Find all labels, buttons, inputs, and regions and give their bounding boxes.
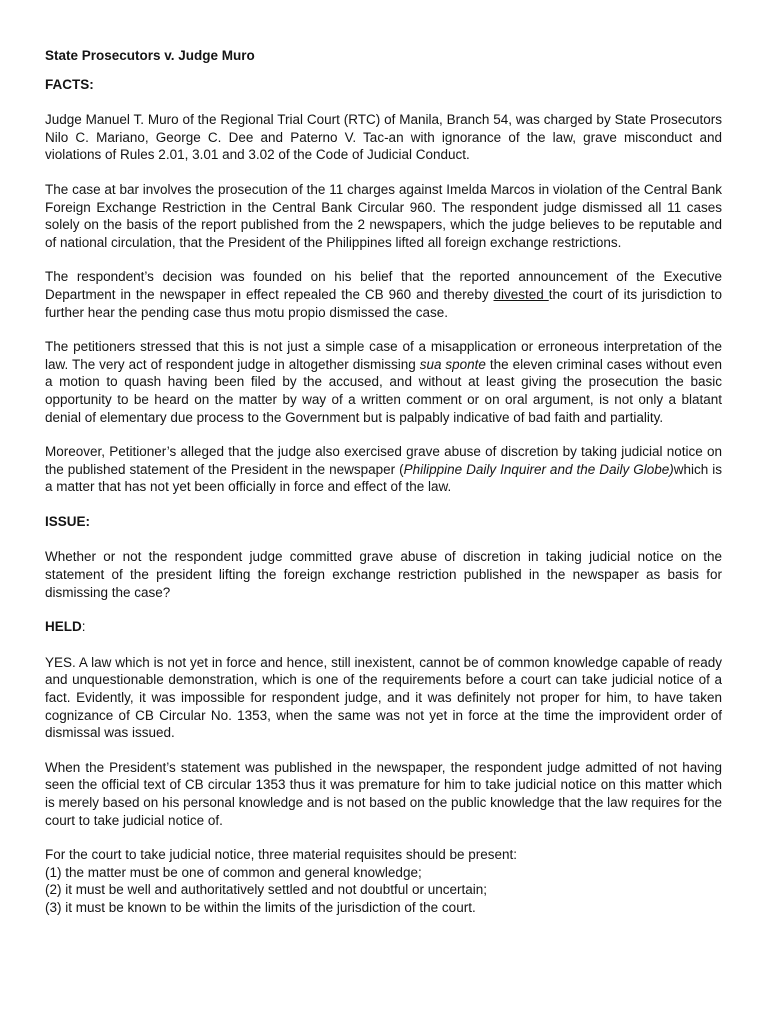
facts-paragraph-5-end: which is a matter that has not yet been officially in force and effect of the law. <box>45 461 722 495</box>
requisites-block <box>45 846 722 916</box>
facts-paragraph-4-end: the eleven criminal cases without even a motion to quash having been filed by the accused, and without at least giving the prosecution the basic opportunity to be heard on the matter by way of a written comment or on oral argument, is not only a blatant denial of elementary due process to the Government but is palpably indicative of bad faith and partiality. <box>45 356 722 425</box>
list-item: (2) it must be well and authoritatively settled and not doubtful or uncertain; <box>45 882 487 898</box>
list-item: (3) it must be known to be within the limits of the jurisdiction of the court. <box>45 899 476 915</box>
held-paragraph-2: When the President’s statement was published in the newspaper, the respondent judge admitted of not having seen the official text of CB circular 1353 thus it was premature for him to take judicial notice on this matter which is merely based on his personal knowledge and is not based on the public knowledge that the law requires for the court to take judicial notice of. <box>45 759 722 828</box>
facts-paragraph-3 <box>45 268 722 321</box>
held-heading-colon: : <box>81 619 86 635</box>
held-paragraph-1: YES. A law which is not yet in force and hence, still inexistent, cannot be of common knowledge capable of ready and unquestionable demonstration, which is one of the requirements before a court can take judicial notice of a fact. Evidently, it was impossible for respondent judge, and it was definitely not proper for him, to have taken cognizance of CB Circular No. 1353, when the same was not yet in force at the time the improvident order of dismissal was issued. <box>45 654 722 741</box>
divested-underlined-text: divested <box>493 286 549 302</box>
requisites-list <box>45 864 722 917</box>
facts-paragraph-1: Judge Manuel T. Muro of the Regional Trial Court (RTC) of Manila, Branch 54, was charged by State Prosecutors Nilo C. Mariano, George C. Dee and Paterno V. Tac-an with ignorance of the law, grave misconduct and violations of Rules 2.01, 3.01 and 3.02 of the Code of Judicial Conduct. <box>45 112 722 163</box>
facts-paragraph-3-start: The respondent’s decision was founded on his belief that the reported announcement of the Executive Department in the newspaper in effect repealed the CB 960 and thereby <box>45 269 722 302</box>
list-item: (1) the matter must be one of common and general knowledge; <box>45 864 422 880</box>
facts-paragraph-5-start: Moreover, Petitioner’s alleged that the judge also exercised grave abuse of discretion by taking judicial notice on the published statement of the President in the newspaper ( <box>45 444 722 477</box>
held-heading-label: HELD <box>45 619 82 635</box>
issue-heading: ISSUE: <box>45 513 91 529</box>
document-page <box>45 47 722 917</box>
facts-paragraph-5 <box>45 443 722 496</box>
facts-heading: FACTS: <box>45 76 94 92</box>
sua-sponte-italic-text: sua sponte <box>419 356 486 372</box>
requisites-intro: For the court to take judicial notice, three material requisites should be present: <box>45 847 517 863</box>
facts-paragraph-3-end: the court of its jurisdiction to further hear the pending case thus motu propio dismissed the case. <box>45 286 722 320</box>
held-heading <box>45 618 722 636</box>
document-title: State Prosecutors v. Judge Muro <box>45 48 255 63</box>
newspaper-names-italic-text: Philippine Daily Inquirer and the Daily Globe) <box>403 461 674 477</box>
issue-paragraph: Whether or not the respondent judge committed grave abuse of discretion in taking judicial notice on the statement of the president lifting the foreign exchange restriction published in the newspaper as basis for dismissing the case? <box>45 549 722 600</box>
facts-paragraph-2: The case at bar involves the prosecution of the 11 charges against Imelda Marcos in violation of the Central Bank Foreign Exchange Restriction in the Central Bank Circular 960. The respondent judge dismissed all 11 cases solely on the basis of the report published from the 2 newspapers, which the judge believes to be reputable and of national circulation, that the President of the Philippines lifted all foreign exchange restrictions. <box>45 181 722 250</box>
facts-paragraph-4-start: The petitioners stressed that this is not just a simple case of a misapplication or erroneous interpretation of the law. The very act of respondent judge in altogether dismissing <box>45 339 722 372</box>
facts-paragraph-4 <box>45 338 722 426</box>
